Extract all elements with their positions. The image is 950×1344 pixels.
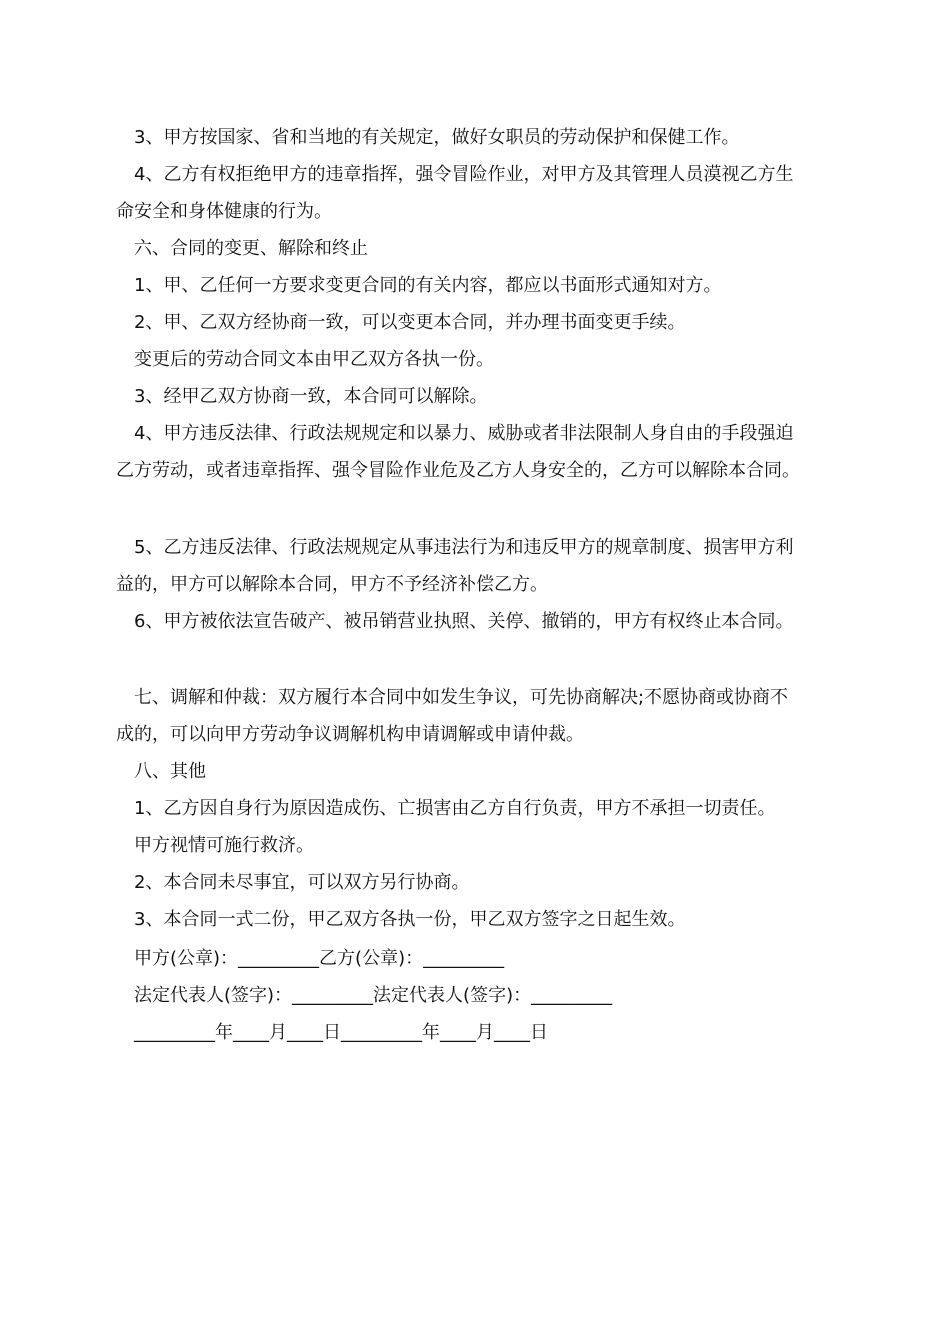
clause-6-4: 4、甲方违反法律、行政法规规定和以暴力、威胁或者非法限制人身自由的手段强迫 [134, 423, 794, 444]
clause-6-4-cont: 乙方劳动，或者违章指挥、强令冒险作业危及乙方人身安全的，乙方可以解除本合同。 [116, 460, 800, 481]
clause-6-5-cont: 益的，甲方可以解除本合同，甲方不予经济补偿乙方。 [116, 574, 548, 595]
clause-6-5: 5、乙方违反法律、行政法规规定从事违法行为和违反甲方的规章制度、损害甲方利 [134, 537, 794, 558]
clause-4-refuse-orders-cont: 命安全和身体健康的行为。 [116, 201, 332, 222]
signature-date-line: _________年____月____日_________年____月____日 [134, 1022, 548, 1043]
signature-representative-line: 法定代表人(签字)：_________法定代表人(签字)：_________ [134, 985, 613, 1006]
clause-6-2-note: 变更后的劳动合同文本由甲乙双方各执一份。 [134, 349, 494, 370]
clause-6-6: 6、甲方被依法宣告破产、被吊销营业执照、关停、撤销的，甲方有权终止本合同。 [134, 611, 794, 632]
section-6-heading: 六、合同的变更、解除和终止 [134, 238, 368, 259]
clause-8-3: 3、本合同一式二份，甲乙双方各执一份，甲乙双方签字之日起生效。 [134, 909, 686, 930]
clause-4-refuse-orders: 4、乙方有权拒绝甲方的违章指挥，强令冒险作业，对甲方及其管理人员漠视乙方生 [134, 164, 794, 185]
signature-seal-line: 甲方(公章)：_________乙方(公章)：_________ [134, 948, 505, 969]
section-7-mediation-cont: 成的，可以向甲方劳动争议调解机构申请调解或申请仲裁。 [116, 724, 584, 745]
clause-6-1: 1、甲、乙任何一方要求变更合同的有关内容，都应以书面形式通知对方。 [134, 275, 722, 296]
clause-8-2: 2、本合同未尽事宜，可以双方另行协商。 [134, 872, 470, 893]
section-7-mediation: 七、调解和仲裁：双方履行本合同中如发生争议，可先协商解决;不愿协商或协商不 [134, 687, 789, 708]
clause-6-3: 3、经甲乙双方协商一致，本合同可以解除。 [134, 386, 488, 407]
clause-8-1-note: 甲方视情可施行救济。 [134, 835, 314, 856]
clause-6-2: 2、甲、乙双方经协商一致，可以变更本合同，并办理书面变更手续。 [134, 312, 686, 333]
clause-8-1: 1、乙方因自身行为原因造成伤、亡损害由乙方自行负责，甲方不承担一切责任。 [134, 798, 776, 819]
clause-3-female-protection: 3、甲方按国家、省和当地的有关规定，做好女职员的劳动保护和保健工作。 [134, 127, 740, 148]
section-8-heading: 八、其他 [134, 761, 206, 782]
